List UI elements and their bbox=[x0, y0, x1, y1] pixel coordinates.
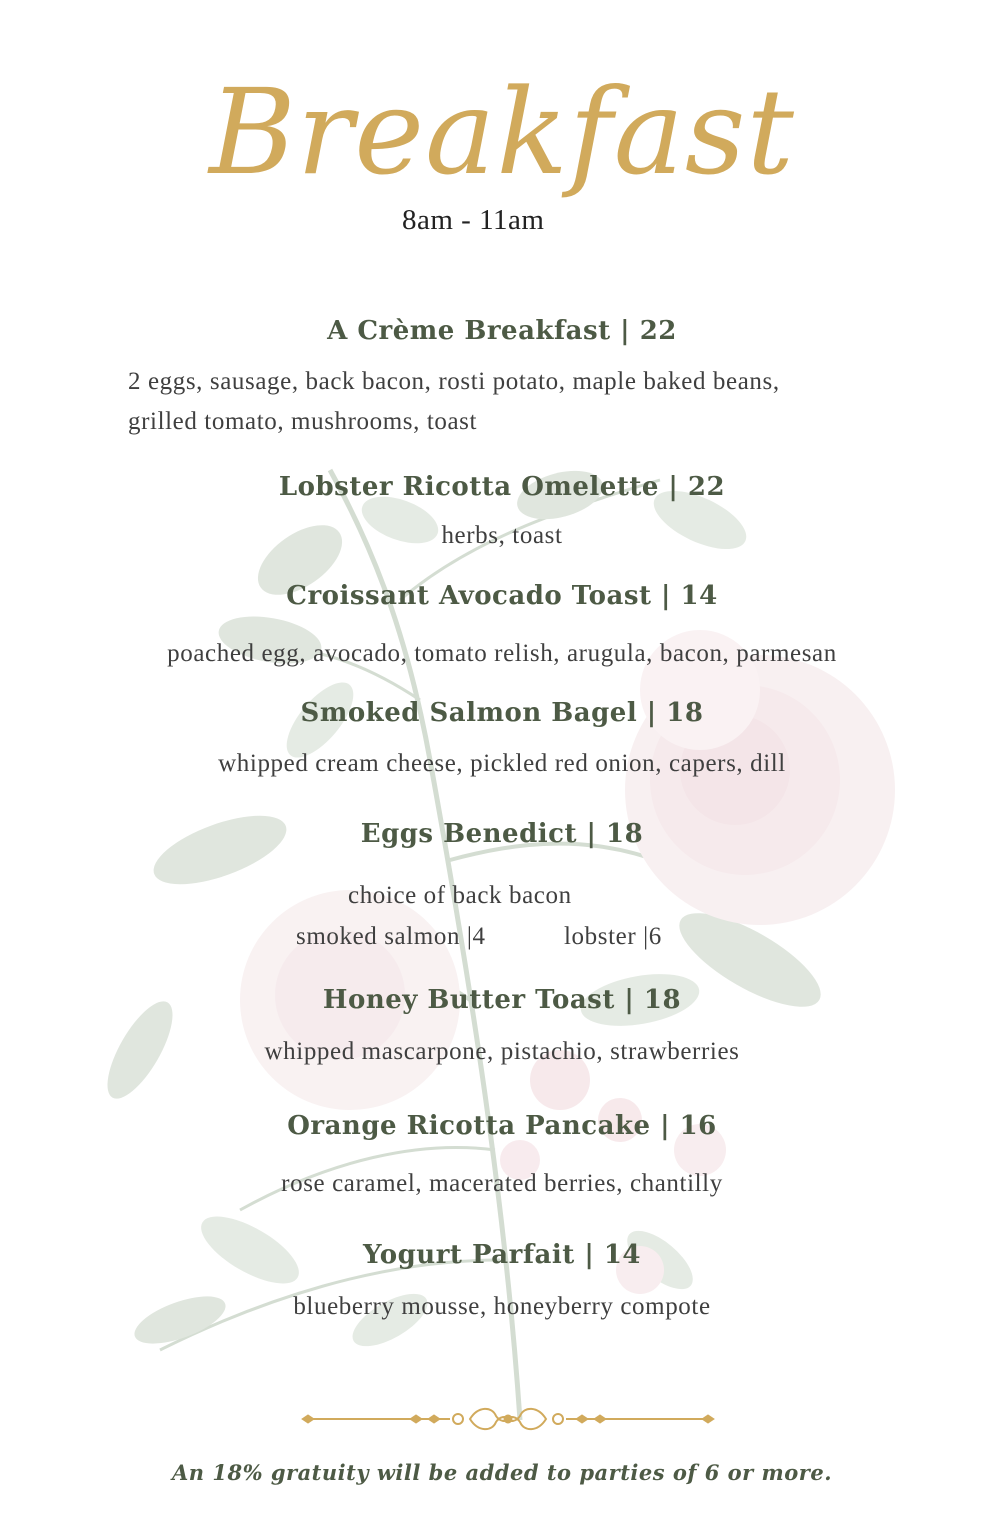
item-desc-croissant-avocado: poached egg, avocado, tomato relish, arugula, bacon, parmesan bbox=[167, 640, 837, 667]
item-desc-smoked-salmon-bagel: whipped cream cheese, pickled red onion, capers, dill bbox=[218, 750, 786, 777]
service-hours: 8am - 11am bbox=[402, 204, 545, 236]
item-option-smoked-salmon: smoked salmon |4 bbox=[296, 923, 486, 950]
item-desc-eggs-benedict: choice of back bacon bbox=[348, 882, 572, 909]
item-desc-lobster-omelette: herbs, toast bbox=[441, 522, 563, 549]
item-desc-orange-ricotta-pancake: rose caramel, macerated berries, chantilly bbox=[281, 1170, 723, 1197]
item-title-croissant-avocado: Croissant Avocado Toast | 14 bbox=[286, 581, 718, 611]
item-title-yogurt-parfait: Yogurt Parfait | 14 bbox=[362, 1240, 642, 1270]
ornamental-divider bbox=[300, 1404, 716, 1434]
item-title-honey-butter-toast: Honey Butter Toast | 18 bbox=[322, 985, 682, 1015]
item-option-lobster: lobster |6 bbox=[564, 923, 662, 950]
gratuity-notice: An 18% gratuity will be added to parties of 6 or more. bbox=[171, 1460, 833, 1485]
item-title-creme-breakfast: A Crème Breakfast | 22 bbox=[327, 316, 677, 346]
item-desc-yogurt-parfait: blueberry mousse, honeyberry compote bbox=[293, 1293, 711, 1320]
item-title-eggs-benedict: Eggs Benedict | 18 bbox=[360, 819, 644, 849]
item-desc-creme-breakfast-line1: 2 eggs, sausage, back bacon, rosti potato, maple baked beans, bbox=[128, 368, 780, 395]
item-title-lobster-omelette: Lobster Ricotta Omelette | 22 bbox=[278, 472, 726, 502]
item-desc-honey-butter-toast: whipped mascarpone, pistachio, strawberries bbox=[264, 1038, 740, 1065]
item-desc-creme-breakfast-line2: grilled tomato, mushrooms, toast bbox=[128, 408, 478, 435]
menu-title: Breakfast bbox=[209, 63, 795, 201]
item-title-orange-ricotta-pancake: Orange Ricotta Pancake | 16 bbox=[287, 1111, 717, 1141]
item-title-smoked-salmon-bagel: Smoked Salmon Bagel | 18 bbox=[300, 698, 704, 728]
